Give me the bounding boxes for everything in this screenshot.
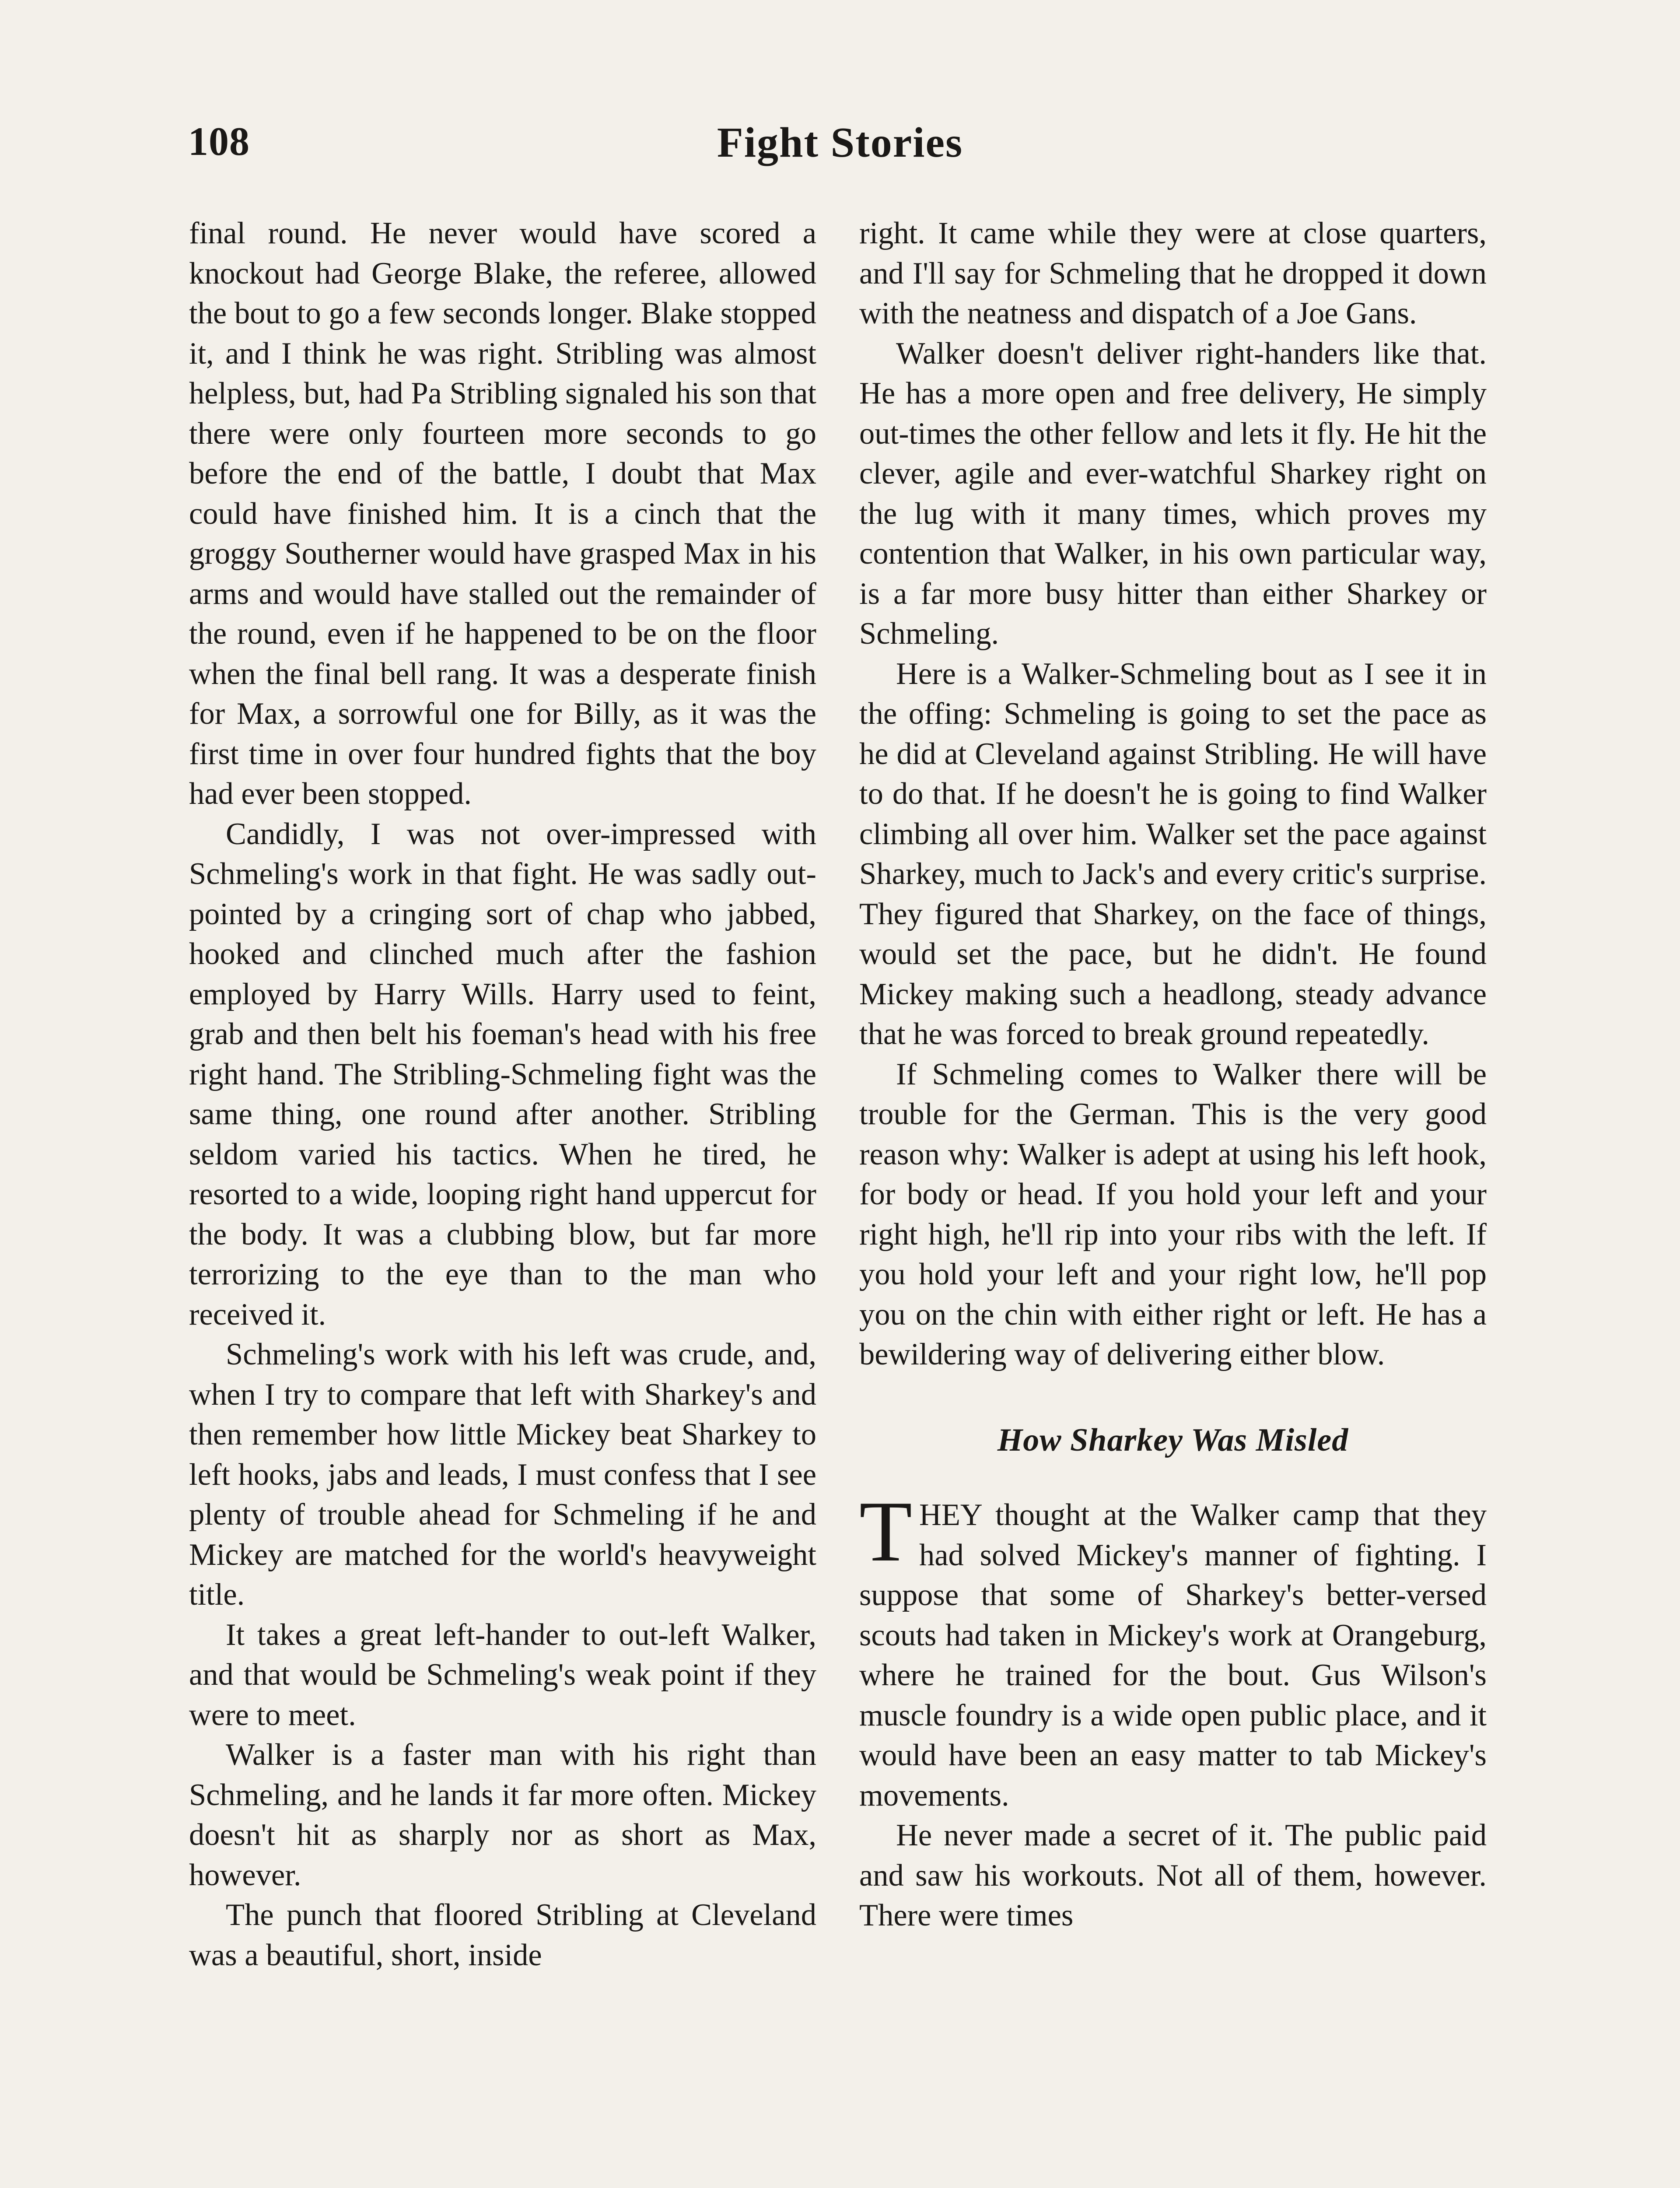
paragraph: Walker is a faster man with his right than Schmeling, and he lands it far more often. Mickey doesn't hit as sharply nor as short as Max, however.: [189, 1738, 816, 1892]
paragraph: Candidly, I was not over-impressed with Schmeling's work in that fight. He was sadly out-pointed by a cringing sort of chap who jabbed, hooked and clinched much after the fashion employed by Harry Wills. Harry used to feint, grab and then belt his foeman's head with his free right hand. The Stribling-Schmeling fight was the same thing, one round after another. Stribling seldom varied his tactics. When he tired, he resorted to a wide, looping right hand uppercut for the body. It was a clubbing blow, but far more terrorizing to the eye than to the man who received it.: [189, 817, 816, 1332]
paragraph: It takes a great left-hander to out-left Walker, and that would be Schmeling's weak point if they were to meet.: [189, 1617, 816, 1732]
paragraph: Walker doesn't deliver right-handers like that. He has a more open and free delivery, He simply out-times the other fellow and lets it fly. He hit the clever, agile and ever-watchful Sharkey right on the lug with it many times, which proves my contention that Walker, in his own particular way, is a far more busy hitter than either Sharkey or Schmeling.: [859, 336, 1487, 651]
paragraph: right. It came while they were at close quarters, and I'll say for Schmeling that he dropped it down with the neatness and dispatch of a Joe Gans.: [859, 216, 1487, 330]
right-column: [859, 214, 1487, 1936]
drop-cap: T: [859, 1483, 912, 1579]
page-number: 108: [188, 119, 250, 164]
paragraph-with-dropcap: [859, 1483, 1487, 1816]
paragraph: final round. He never would have scored a knockout had George Blake, the referee, allowed the bout to go a few seconds longer. Blake stopped it, and I think he was right. Stribling was almost helpless, but, had Pa Stribling signaled his son that there were only fourteen more seconds to go before the end of the battle, I doubt that Max could have finished him. It is a cinch that the groggy Southerner would have grasped Max in his arms and would have stalled out the remainder of the round, even if he happened to be on the floor when the final bell rang. It was a desperate finish for Max, a sorrowful one for Billy, as it was the first time in over four hundred fights that the boy had ever been stopped.: [189, 216, 816, 811]
paragraph: Here is a Walker-Schmeling bout as I see it in the offing: Schmeling is going to set the pace as he did at Cleveland against Stribling. He will have to do that. If he doesn't he is going to find Walker climbing all over him. Walker set the pace against Sharkey, much to Jack's and every critic's surprise. They figured that Sharkey, on the face of things, would set the pace, but he didn't. He found Mickey making such a headlong, steady advance that he was forced to break ground repeatedly.: [859, 656, 1487, 1051]
section-heading: How Sharkey Was Misled: [997, 1422, 1349, 1458]
paragraph: If Schmeling comes to Walker there will be trouble for the German. This is the very good reason why: Walker is adept at using his left hook, for body or head. If you hold your left and your right high, he'll rip into your ribs with the left. If you hold your left and your right low, he'll pop you on the chin with either right or left. He has a bewildering way of delivering either blow.: [859, 1057, 1487, 1371]
paragraph: The punch that floored Stribling at Cleveland was a beautiful, short, inside: [189, 1898, 816, 1972]
paragraph: Schmeling's work with his left was crude, and, when I try to compare that left with Sharkey's and then remember how little Mickey beat Sharkey to left hooks, jabs and leads, I must confess that I see plenty of trouble ahead for Schmeling if he and Mickey are matched for the world's heavyweight title.: [189, 1337, 816, 1612]
left-column: [189, 214, 816, 1975]
paragraph-text: HEY thought at the Walker camp that they had solved Mickey's manner of fighting. I suppose that some of Sharkey's better-versed scouts had taken in Mickey's work at Orangeburg, where he trained for the bout. Gus Wilson's muscle foundry is a wide open public place, and it would have been an easy matter to tab Mickey's movements.: [859, 1498, 1487, 1813]
running-title: Fight Stories: [717, 119, 963, 166]
paragraph: He never made a secret of it. The public paid and saw his workouts. Not all of them, however. There were times: [859, 1818, 1487, 1932]
